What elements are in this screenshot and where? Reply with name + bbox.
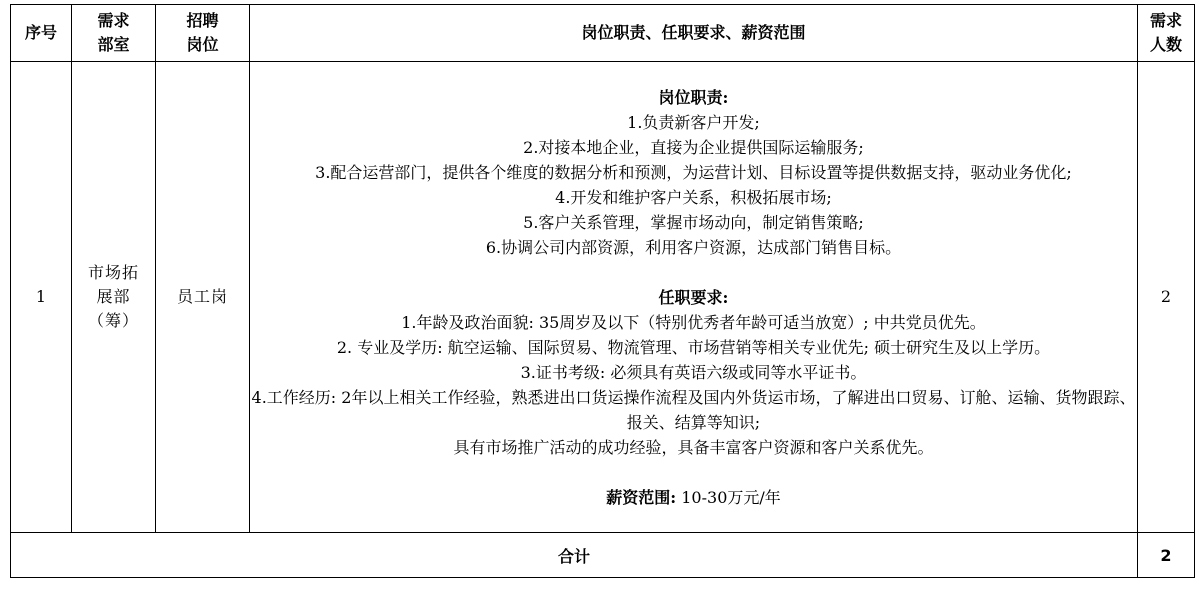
total-value: 2	[1138, 533, 1195, 578]
row-count: 2	[1138, 62, 1195, 533]
table-row	[11, 62, 1195, 533]
recruitment-table	[10, 4, 1195, 578]
duty-item: 1.负责新客户开发;	[627, 112, 760, 132]
duty-item: 4.开发和维护客户关系，积极拓展市场;	[555, 187, 832, 207]
row-index: 1	[11, 62, 72, 533]
header-index: 序号	[11, 5, 72, 62]
total-label: 合计	[11, 533, 1138, 578]
row-position: 员工岗	[156, 62, 250, 533]
header-details: 岗位职责、任职要求、薪资范围	[250, 5, 1138, 62]
row-details	[250, 62, 1138, 533]
requirement-item: 具有市场推广活动的成功经验，具备丰富客户资源和客户关系优先。	[453, 437, 934, 457]
total-row	[11, 533, 1195, 578]
duty-item: 3.配合运营部门，提供各个维度的数据分析和预测，为运营计划、目标设置等提供数据支持，驱动业务优化;	[315, 162, 1072, 182]
header-department: 需求 部室	[72, 5, 156, 62]
header-row	[11, 5, 1195, 62]
requirement-item: 2. 专业及学历: 航空运输、国际贸易、物流管理、市场营销等相关专业优先; 硕士研究生及以上学历。	[336, 337, 1051, 357]
salary-title: 薪资范围:	[606, 487, 677, 507]
duty-item: 6.协调公司内部资源，利用客户资源，达成部门销售目标。	[485, 237, 902, 257]
duty-item: 5.客户关系管理，掌握市场动向，制定销售策略;	[523, 212, 864, 232]
header-position: 招聘 岗位	[156, 5, 250, 62]
row-department: 市场拓 展部 （筹）	[72, 62, 156, 533]
requirement-item: 3.证书考级: 必须具有英语六级或同等水平证书。	[520, 362, 867, 382]
salary-value: 10-30万元/年	[676, 487, 781, 507]
header-count: 需求 人数	[1138, 5, 1195, 62]
salary-line	[250, 485, 1137, 510]
duty-item: 2.对接本地企业，直接为企业提供国际运输服务;	[523, 137, 864, 157]
requirement-item: 4.工作经历: 2年以上相关工作经验，熟悉进出口货运操作流程及国内外货运市场，了解进出口贸易、订舱、运输、货物跟踪、报关、结算等知识;	[251, 387, 1136, 432]
requirement-item: 1.年龄及政治面貌: 35周岁及以下（特别优秀者年龄可适当放宽）; 中共党员优先。	[401, 312, 986, 332]
requirements-title: 任职要求:	[658, 287, 729, 307]
duties-title: 岗位职责:	[658, 87, 729, 107]
